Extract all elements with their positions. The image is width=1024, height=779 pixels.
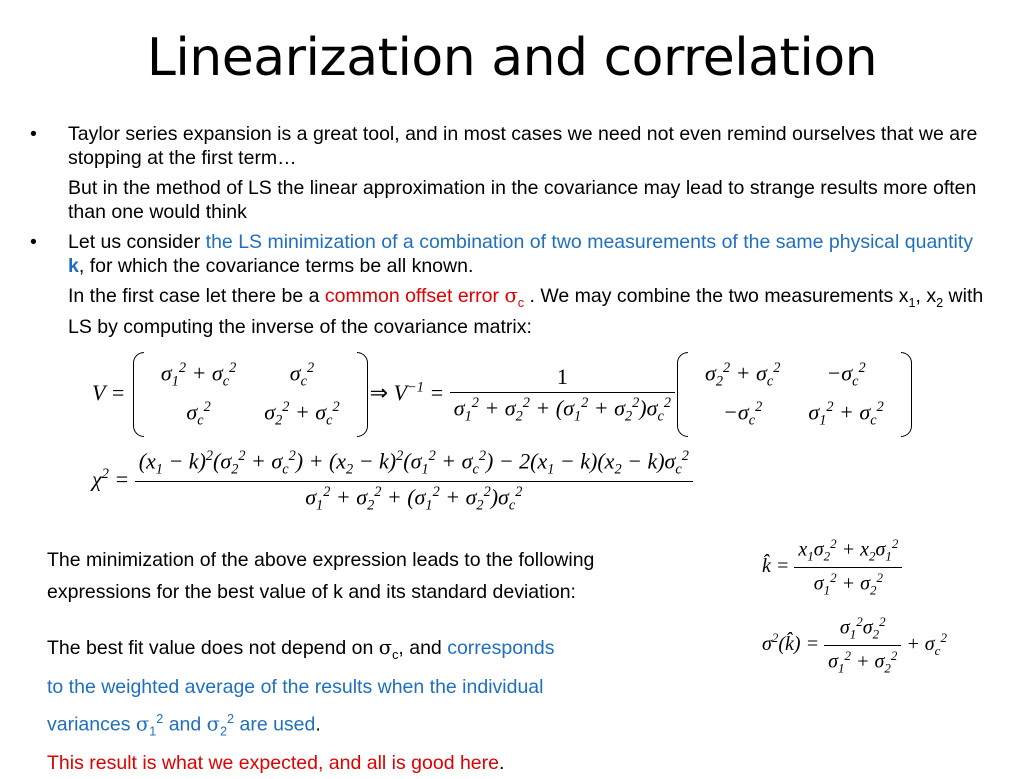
result-interpretation <box>47 632 555 779</box>
superscript: 2 <box>156 711 164 726</box>
highlight-text: variances <box>47 713 136 736</box>
text: , and <box>398 637 448 659</box>
highlight-text: are used <box>234 713 316 736</box>
text-line <box>47 747 555 779</box>
subscript: c <box>392 647 399 662</box>
subscript: 1 <box>908 295 916 310</box>
text: . <box>315 713 321 736</box>
bullet-text: Let us consider <box>68 231 206 253</box>
k-hat-fraction: $\frac{x_1\sigma_2^2 + x_2\sigma_1^2}{\sigma_1^2 + \sigma_2^2}$ <box>794 536 902 598</box>
superscript: 2 <box>227 711 235 726</box>
text: with LS by computing the inverse of the covariance matrix: <box>68 285 984 338</box>
subscript: 1 <box>149 724 157 739</box>
sigma-symbol: σ <box>504 284 518 307</box>
bullet-ls <box>30 230 990 278</box>
bullet-taylor <box>30 122 990 170</box>
subscript: 2 <box>219 724 228 739</box>
sigma-symbol: σ <box>206 712 220 736</box>
covariance-equation: V = $\sigma_1^2 + \sigma_c^2$ $\sigma_c^2$ $\sigma_c^2$ $\sigma_2^2 + \sigma_c^2$ ⇒ $V^{-1}$ = $\frac{1}{\sigma_1^2 + \sigma_2^2 + (\sigma_1^2 + \sigma_2^2)\sigma_c^2}$ $\sigma_2^2 + \sigma_c^2$ $-\sigma_c^2$ $-\sigma_c^2$ $\sigma_1^2 + \sigma_c^2$ <box>92 352 914 437</box>
variance-fraction: $\frac{\sigma_1^2\sigma_2^2}{\sigma_1^2 + \sigma_2^2}$ <box>824 614 901 676</box>
text-line: The minimization of the above expression leads to the following <box>47 549 595 571</box>
text-line: to the weighted average of the results when the individual <box>47 675 544 698</box>
quantity-k: k <box>68 255 79 277</box>
bullet-continuation <box>30 284 990 339</box>
text-line <box>47 632 555 671</box>
result-description <box>47 544 594 608</box>
k-hat-formula: k̂ = $\frac{x_1\sigma_2^2 + x_2\sigma_1^2}{\sigma_1^2 + \sigma_2^2}$ <box>762 536 902 598</box>
subscript: c <box>517 295 525 310</box>
highlight-text: the LS minimization of a combination of two measurements of the same physical quantity <box>205 231 974 253</box>
subscript: 2 <box>936 295 944 310</box>
conclusion-text: This result is what we expected, and all is good here <box>47 752 499 775</box>
bullet-marker: • <box>30 123 37 145</box>
bullet-list <box>30 122 990 339</box>
bullet-text: , for which the covariance terms be all known. <box>78 255 474 277</box>
text: The best fit value does not depend on <box>47 637 379 659</box>
text: . <box>499 752 505 775</box>
text-line <box>47 703 555 747</box>
variance-formula: $\sigma^2(k̂)$ = $\frac{\sigma_1^2\sigma_2^2}{\sigma_1^2 + \sigma_2^2}$ + $\sigma_c^2$ <box>762 614 947 676</box>
bullet-text: Taylor series expansion is a great tool, and in most cases we need not even remind ourselves that we are stopping at the first term… <box>68 123 978 169</box>
covariance-matrix: $\sigma_1^2 + \sigma_c^2$ $\sigma_c^2$ $\sigma_c^2$ $\sigma_2^2 + \sigma_c^2$ <box>131 352 370 437</box>
chi-fraction: $(x_1 - k)^2(\sigma_2^2 + \sigma_c^2) + (x_2 - k)^2(\sigma_1^2 + \sigma_c^2) - 2(x_1 - k)(x_2 - k)\sigma_c^2$ $\sigma_1^2 + \sigma_2^2 + (\sigma_1^2 + \sigma_2^2)\sigma_c^2$ <box>135 448 693 514</box>
text: . We may combine the two measurements x <box>524 285 909 307</box>
highlight-text: corresponds <box>447 637 555 659</box>
slide-title: Linearization and correlation <box>146 28 878 88</box>
inverse-matrix: $\sigma_2^2 + \sigma_c^2$ $-\sigma_c^2$ $-\sigma_c^2$ $\sigma_1^2 + \sigma_c^2$ <box>675 352 914 437</box>
bullet-marker: • <box>30 231 37 253</box>
text: In the first case let there be a <box>68 285 325 307</box>
highlight-text: and <box>163 713 207 736</box>
sigma-symbol: σ <box>378 636 393 659</box>
sigma-symbol: σ <box>135 712 150 736</box>
highlight-red: common offset error <box>324 285 505 307</box>
inverse-prefactor: $\frac{1}{\sigma_1^2 + \sigma_2^2 + (\sigma_1^2 + \sigma_2^2)\sigma_c^2}$ <box>450 364 675 426</box>
text-line: expressions for the best value of k and its standard deviation: <box>47 581 576 603</box>
chi-squared-equation: $\chi^2$ = $(x_1 - k)^2(\sigma_2^2 + \sigma_c^2) + (x_2 - k)^2(\sigma_1^2 + \sigma_c^2) - 2(x_1 - k)(x_2 - k)\sigma_c^2$ $\sigma_1^2 + \sigma_2^2 + (\sigma_1^2 + \sigma_2^2)\sigma_c^2$ <box>92 448 693 514</box>
bullet-continuation: But in the method of LS the linear approximation in the covariance may lead to strange results more often than one would think <box>68 177 977 223</box>
text: , x <box>915 285 937 307</box>
